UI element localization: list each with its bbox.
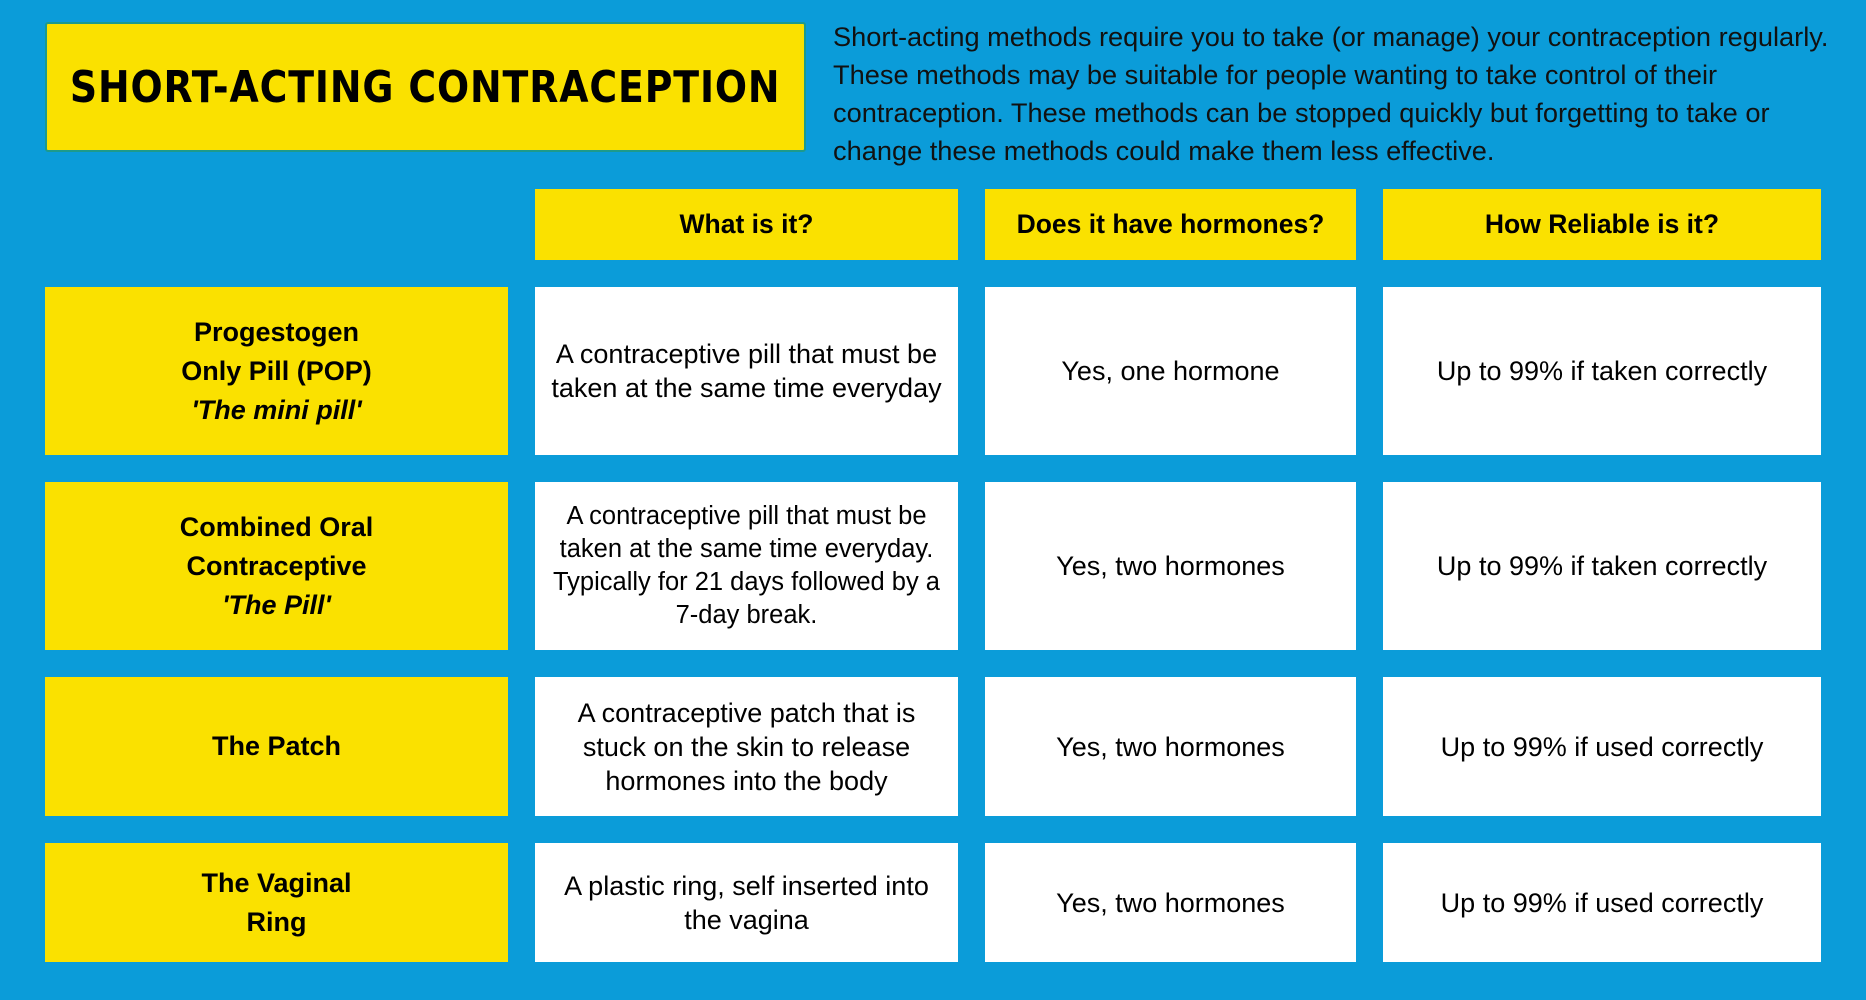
row-label-combined-pill [45, 482, 508, 650]
cell-reliable-vaginal-ring: Up to 99% if used correctly [1383, 843, 1821, 962]
cell-hormones-combined-pill: Yes, two hormones [985, 482, 1356, 650]
title-banner [45, 22, 806, 152]
intro-paragraph: Short-acting methods require you to take (or manage) your contraception regularly. These methods may be suitable for people wanting to take control of their contraception. These methods can be stopped quickly but forgetting to take or change these methods could make them less effective. [833, 21, 1829, 166]
row-label-line: The Vaginal [201, 867, 352, 898]
row-label-vaginal-ring [45, 843, 508, 962]
row-label-nickname: 'The mini pill' [191, 394, 362, 425]
row-label-line: Contraceptive [186, 550, 367, 581]
row-label-line: Progestogen [193, 316, 360, 347]
cell-what-combined-pill: A contraceptive pill that must be taken at the same time everyday. Typically for 21 days followed by a 7-day break. [535, 482, 958, 650]
header-what-is-it: What is it? [535, 189, 958, 260]
cell-reliable-combined-pill: Up to 99% if taken correctly [1383, 482, 1821, 650]
cell-hormones-vaginal-ring: Yes, two hormones [985, 843, 1356, 962]
cell-what-patch: A contraceptive patch that is stuck on the skin to release hormones into the body [535, 677, 958, 816]
cell-what-vaginal-ring: A plastic ring, self inserted into the vagina [535, 843, 958, 962]
cell-reliable-pop: Up to 99% if taken correctly [1383, 287, 1821, 455]
cell-hormones-pop: Yes, one hormone [985, 287, 1356, 455]
cell-reliable-patch: Up to 99% if used correctly [1383, 677, 1821, 816]
row-label-line: Ring [246, 906, 307, 937]
cell-hormones-patch: Yes, two hormones [985, 677, 1356, 816]
row-label-patch [45, 677, 508, 816]
row-label-line: Combined Oral [179, 511, 374, 542]
page-title: SHORT-ACTING CONTRACEPTION [70, 61, 781, 113]
row-label-nickname: 'The Pill' [222, 589, 331, 620]
row-label-line: Only Pill (POP) [181, 355, 372, 386]
cell-what-pop: A contraceptive pill that must be taken at the same time everyday [535, 287, 958, 455]
row-label-line: The Patch [211, 731, 342, 761]
row-label-pop [45, 287, 508, 455]
header-hormones: Does it have hormones? [985, 189, 1356, 260]
header-reliability: How Reliable is it? [1383, 189, 1821, 260]
